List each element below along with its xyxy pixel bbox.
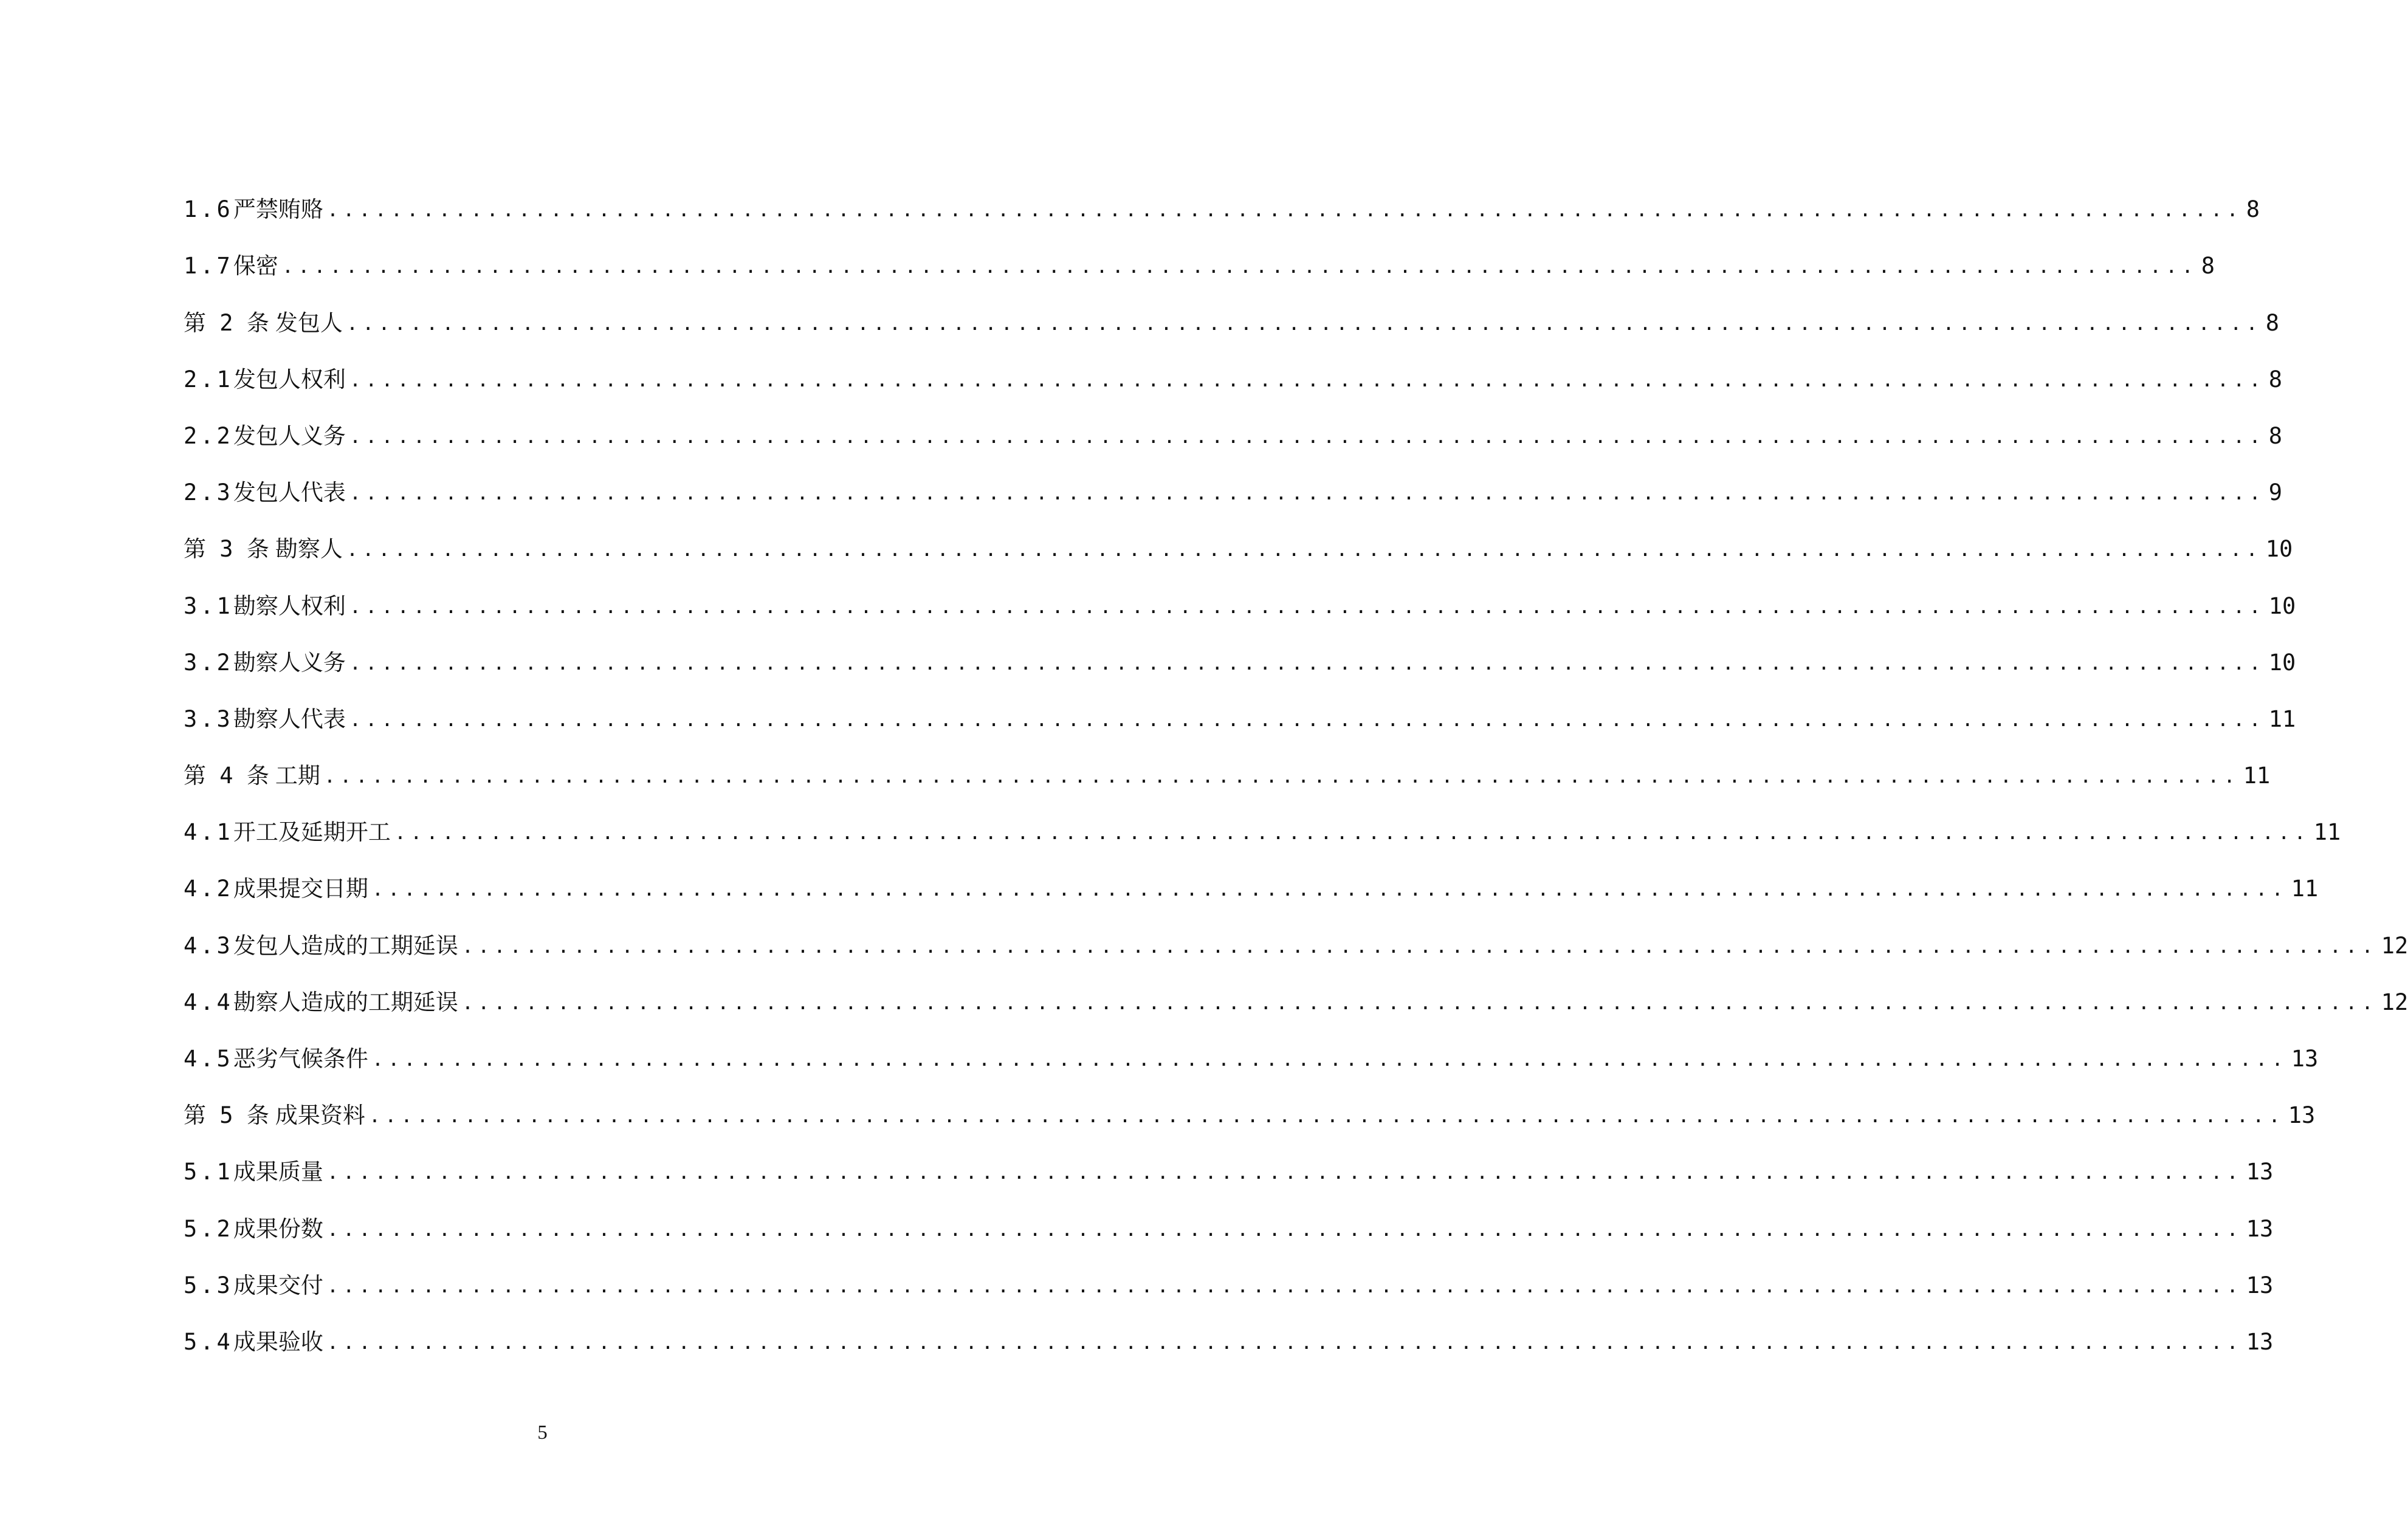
toc-dot-leader: ........................................................................................................................ xyxy=(326,1330,2243,1354)
toc-dot-leader: ........................................................................................................................ xyxy=(346,311,2262,335)
toc-entry-title: 成果份数 xyxy=(233,1215,323,1242)
toc-entry-title: 发包人造成的工期延误 xyxy=(233,932,458,959)
toc-entry-page: 8 xyxy=(2268,366,2282,393)
toc-entry[interactable] xyxy=(184,900,2408,959)
toc-entry[interactable] xyxy=(184,730,2271,789)
toc-entry-title: 保密 xyxy=(233,253,278,280)
toc-entry-title: 开工及延期开工 xyxy=(233,819,391,846)
toc-dot-leader: ........................................................................................................................ xyxy=(281,255,2198,278)
toc-entry-number: 4.5 xyxy=(184,1046,233,1072)
toc-entry-number: 4.3 xyxy=(184,932,233,959)
toc-entry-page: 8 xyxy=(2201,253,2215,280)
toc-entry-number: 第 5 条 xyxy=(184,1102,269,1129)
toc-entry-page: 13 xyxy=(2246,1159,2274,1185)
toc-dot-leader: ........................................................................................................................ xyxy=(349,707,2265,731)
toc-dot-leader: ........................................................................................................................ xyxy=(394,821,2310,845)
toc-entry-title: 成果质量 xyxy=(233,1159,323,1185)
toc-entry-number: 第 2 条 xyxy=(184,309,269,336)
toc-entry-number: 2.3 xyxy=(184,479,233,506)
toc-dot-leader: ........................................................................................................................ xyxy=(349,594,2265,618)
toc-dot-leader: ........................................................................................................................ xyxy=(349,424,2265,448)
toc-entry[interactable] xyxy=(184,277,2279,336)
toc-entry-number: 1.6 xyxy=(184,196,233,223)
toc-entry[interactable] xyxy=(184,957,2408,1015)
toc-dot-leader: ........................................................................................................................ xyxy=(461,934,2378,958)
toc-entry-title: 成果资料 xyxy=(275,1102,365,1129)
toc-entry[interactable] xyxy=(184,1127,2274,1185)
toc-entry-page: 11 xyxy=(2313,819,2341,846)
toc-entry-page: 11 xyxy=(2291,876,2319,902)
toc-entry[interactable] xyxy=(184,391,2282,449)
toc-entry-number: 2.2 xyxy=(184,422,233,449)
toc-entry-title: 勘察人权利 xyxy=(233,592,346,619)
toc-entry-page: 8 xyxy=(2268,422,2282,449)
toc-dot-leader: ........................................................................................................................ xyxy=(326,1274,2243,1297)
toc-entry[interactable] xyxy=(184,1070,2316,1129)
toc-entry-number: 4.2 xyxy=(184,876,233,902)
toc-entry-number: 5.4 xyxy=(184,1328,233,1355)
toc-entry-page: 9 xyxy=(2268,479,2282,506)
toc-entry-page: 10 xyxy=(2265,536,2293,563)
toc-entry-title: 勘察人义务 xyxy=(233,649,346,676)
toc-entry-title: 勘察人代表 xyxy=(233,705,346,732)
toc-entry-number: 1.7 xyxy=(184,253,233,280)
toc-entry-page: 13 xyxy=(2288,1102,2316,1129)
toc-entry-number: 4.4 xyxy=(184,989,233,1015)
table-of-contents xyxy=(184,164,2408,1355)
toc-dot-leader: ........................................................................................................................ xyxy=(371,1048,2288,1071)
toc-dot-leader: ........................................................................................................................ xyxy=(326,1161,2243,1184)
toc-entry[interactable] xyxy=(184,447,2282,506)
toc-entry-number: 第 3 条 xyxy=(184,536,269,563)
toc-dot-leader: ........................................................................................................................ xyxy=(326,1217,2243,1241)
toc-entry[interactable] xyxy=(184,1183,2274,1242)
toc-entry[interactable] xyxy=(184,560,2296,619)
toc-entry[interactable] xyxy=(184,221,2215,280)
toc-entry-page: 12 xyxy=(2381,932,2408,959)
toc-entry[interactable] xyxy=(184,843,2319,902)
page-number: 5 xyxy=(537,1422,548,1444)
toc-entry-number: 3.1 xyxy=(184,592,233,619)
toc-entry[interactable] xyxy=(184,504,2293,563)
toc-dot-leader: ........................................................................................................................ xyxy=(371,877,2288,901)
toc-entry-page: 8 xyxy=(2265,309,2279,336)
toc-entry-title: 发包人 xyxy=(275,309,343,336)
toc-entry-number: 2.1 xyxy=(184,366,233,393)
toc-entry-page: 10 xyxy=(2268,592,2296,619)
toc-entry[interactable] xyxy=(184,334,2282,393)
toc-entry-number: 5.3 xyxy=(184,1272,233,1298)
toc-dot-leader: ........................................................................................................................ xyxy=(349,651,2265,674)
toc-entry[interactable] xyxy=(184,674,2296,732)
toc-entry[interactable] xyxy=(184,164,2260,223)
toc-entry-title: 成果验收 xyxy=(233,1328,323,1355)
toc-entry-page: 11 xyxy=(2243,763,2271,789)
toc-entry-number: 3.3 xyxy=(184,705,233,732)
toc-entry-page: 13 xyxy=(2246,1328,2274,1355)
toc-dot-leader: ........................................................................................................................ xyxy=(349,481,2265,505)
toc-entry-title: 严禁贿赂 xyxy=(233,196,323,223)
toc-dot-leader: ........................................................................................................................ xyxy=(368,1104,2285,1128)
toc-entry-title: 工期 xyxy=(275,763,320,789)
toc-entry-page: 11 xyxy=(2268,705,2296,732)
toc-entry[interactable] xyxy=(184,1297,2274,1355)
toc-dot-leader: ........................................................................................................................ xyxy=(349,368,2265,391)
toc-dot-leader: ........................................................................................................................ xyxy=(323,764,2240,788)
toc-entry[interactable] xyxy=(184,1240,2274,1298)
toc-entry-title: 恶劣气候条件 xyxy=(233,1046,368,1072)
toc-entry-title: 勘察人造成的工期延误 xyxy=(233,989,458,1015)
toc-dot-leader: ........................................................................................................................ xyxy=(346,538,2262,561)
toc-entry-page: 13 xyxy=(2246,1215,2274,1242)
toc-entry-title: 发包人权利 xyxy=(233,366,346,393)
toc-entry-page: 12 xyxy=(2381,989,2408,1015)
toc-entry-title: 勘察人 xyxy=(275,536,343,563)
toc-entry[interactable] xyxy=(184,787,2341,846)
toc-entry-page: 13 xyxy=(2291,1046,2319,1072)
toc-dot-leader: ........................................................................................................................ xyxy=(461,990,2378,1014)
toc-entry-title: 成果交付 xyxy=(233,1272,323,1298)
toc-dot-leader: ........................................................................................................................ xyxy=(326,198,2243,222)
toc-entry-title: 成果提交日期 xyxy=(233,876,368,902)
toc-entry[interactable] xyxy=(184,617,2296,676)
toc-entry-number: 4.1 xyxy=(184,819,233,846)
toc-entry-number: 3.2 xyxy=(184,649,233,676)
toc-entry-page: 10 xyxy=(2268,649,2296,676)
toc-entry-page: 13 xyxy=(2246,1272,2274,1298)
toc-entry-page: 8 xyxy=(2246,196,2260,223)
toc-entry-number: 5.1 xyxy=(184,1159,233,1185)
toc-entry-title: 发包人义务 xyxy=(233,422,346,449)
toc-entry-number: 第 4 条 xyxy=(184,763,269,789)
toc-entry[interactable] xyxy=(184,1013,2319,1072)
toc-entry-number: 5.2 xyxy=(184,1215,233,1242)
toc-entry-title: 发包人代表 xyxy=(233,479,346,506)
